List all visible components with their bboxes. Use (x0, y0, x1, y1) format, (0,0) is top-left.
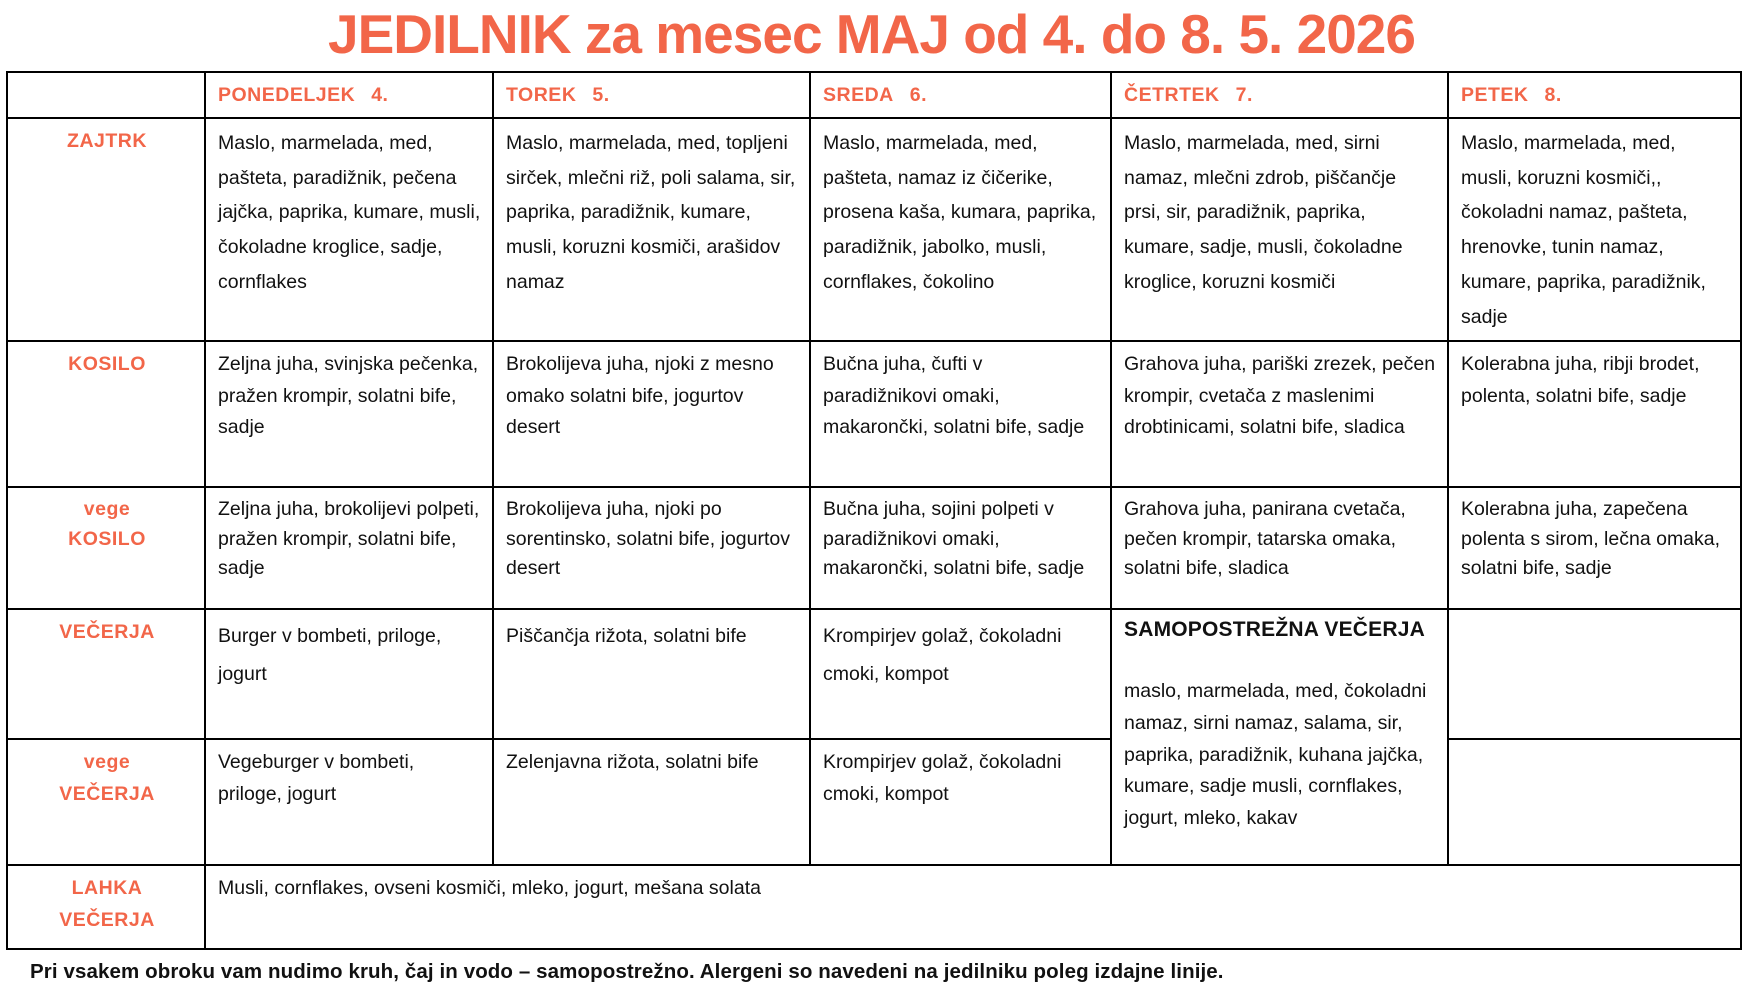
row-vecerja (7, 609, 1741, 739)
day-header-ponedeljek (205, 72, 493, 119)
cell-kosilo-petek: Kolerabna juha, ribji brodet, polenta, solatni bife, sadje (1448, 341, 1741, 487)
row-vege-vecerja (7, 739, 1741, 865)
row-label-kosilo: KOSILO (7, 341, 205, 487)
day-name: PONEDELJEK (218, 83, 356, 106)
row-label-line1: vege (83, 751, 131, 774)
day-name: PETEK (1461, 83, 1529, 106)
header-row (7, 72, 1741, 119)
day-date: 8. (1544, 83, 1562, 106)
cell-vege-kosilo-petek: Kolerabna juha, zapečena polenta s sirom, lečna omaka, solatni bife, sadje (1448, 487, 1741, 609)
day-header-sreda (810, 72, 1111, 119)
footer-note: Pri vsakem obroku vam nudimo kruh, čaj in vodo – samopostrežno. Alergeni so navedeni na jedilniku poleg izdajne linije. (30, 960, 1224, 984)
cell-zajtrk-torek: Maslo, marmelada, med, topljeni sirček, mlečni riž, poli salama, sir, paprika, paradižnik, kumare, musli, koruzni kosmiči, arašidov namaz (493, 118, 810, 341)
row-kosilo (7, 341, 1741, 487)
cell-vecerja-sreda: Krompirjev golaž, čokoladni cmoki, kompot (810, 609, 1111, 739)
cell-vege-kosilo-sreda: Bučna juha, sojini polpeti v paradižnikovi omaki, makarončki, solatni bife, sadje (810, 487, 1111, 609)
menu-page (0, 3, 1743, 984)
row-label-vecerja: VEČERJA (7, 609, 205, 739)
row-label-line2: VEČERJA (59, 782, 155, 805)
cell-vege-vecerja-sreda: Krompirjev golaž, čokoladni cmoki, kompot (810, 739, 1111, 865)
cell-vege-kosilo-cetrtek: Grahova juha, panirana cvetača, pečen krompir, tatarska omaka, solatni bife, sladica (1111, 487, 1448, 609)
cell-vege-vecerja-ponedeljek: Vegeburger v bombeti, priloge, jogurt (205, 739, 493, 865)
row-label-line1: vege (83, 498, 131, 521)
row-zajtrk (7, 118, 1741, 341)
samopostrezna-title: SAMOPOSTREŽNA VEČERJA (1124, 618, 1425, 642)
row-label-vege-vecerja (7, 739, 205, 865)
day-header-cetrtek (1111, 72, 1448, 119)
day-name: ČETRTEK (1124, 83, 1220, 106)
cell-zajtrk-ponedeljek: Maslo, marmelada, med, pašteta, paradižnik, pečena jajčka, paprika, kumare, musli, čokoladne kroglice, sadje, cornflakes (205, 118, 493, 341)
cell-samopostrezna-vecerja (1111, 609, 1448, 865)
row-label-line2: KOSILO (68, 527, 146, 550)
cell-vecerja-torek: Piščančja rižota, solatni bife (493, 609, 810, 739)
row-label-line1: LAHKA (71, 877, 143, 900)
cell-vecerja-ponedeljek: Burger v bombeti, priloge, jogurt (205, 609, 493, 739)
page-title: JEDILNIK za mesec MAJ od 4. do 8. 5. 2026 (328, 3, 1415, 65)
cell-kosilo-ponedeljek: Zeljna juha, svinjska pečenka, pražen krompir, solatni bife, sadje (205, 341, 493, 487)
cell-kosilo-cetrtek: Grahova juha, pariški zrezek, pečen krompir, cvetača z maslenimi drobtinicami, solatni bife, sladica (1111, 341, 1448, 487)
cell-zajtrk-cetrtek: Maslo, marmelada, med, sirni namaz, mlečni zdrob, piščančje prsi, sir, paradižnik, paprika, kumare, sadje, musli, čokoladne kroglice, koruzni kosmiči (1111, 118, 1448, 341)
samopostrezna-body: maslo, marmelada, med, čokoladni namaz, sirni namaz, salama, sir, paprika, paradižnik, kuhana jajčka, kumare, sadje musli, cornflakes, jogurt, mleko, kakav (1124, 680, 1427, 829)
row-label-vege-kosilo (7, 487, 205, 609)
cell-kosilo-torek: Brokolijeva juha, njoki z mesno omako solatni bife, jogurtov desert (493, 341, 810, 487)
cell-vege-vecerja-torek: Zelenjavna rižota, solatni bife (493, 739, 810, 865)
row-lahka-vecerja (7, 865, 1741, 949)
day-header-torek (493, 72, 810, 119)
row-label-lahka-vecerja (7, 865, 205, 949)
day-header-petek (1448, 72, 1741, 119)
day-date: 4. (371, 83, 389, 106)
cell-zajtrk-petek: Maslo, marmelada, med, musli, koruzni kosmiči,, čokoladni namaz, pašteta, hrenovke, tunin namaz, kumare, paprika, paradižnik, sadje (1448, 118, 1741, 341)
row-label-line2: VEČERJA (59, 908, 155, 931)
cell-kosilo-sreda: Bučna juha, čufti v paradižnikovi omaki, makarončki, solatni bife, sadje (810, 341, 1111, 487)
day-name: TOREK (506, 83, 577, 106)
row-vege-kosilo (7, 487, 1741, 609)
cell-vege-kosilo-torek: Brokolijeva juha, njoki po sorentinsko, solatni bife, jogurtov desert (493, 487, 810, 609)
menu-table (6, 71, 1742, 951)
corner-cell (7, 72, 205, 119)
day-date: 6. (909, 83, 928, 106)
cell-zajtrk-sreda: Maslo, marmelada, med, pašteta, namaz iz čičerike, prosena kaša, kumara, paprika, paradižnik, jabolko, musli, cornflakes, čokolino (810, 118, 1111, 341)
cell-vecerja-petek-empty (1448, 609, 1741, 739)
row-label-zajtrk: ZAJTRK (7, 118, 205, 341)
day-date: 5. (592, 83, 610, 106)
cell-vege-vecerja-petek-empty (1448, 739, 1741, 865)
cell-lahka-vecerja-all-days: Musli, cornflakes, ovseni kosmiči, mleko, jogurt, mešana solata (205, 865, 1741, 949)
day-date: 7. (1235, 83, 1253, 106)
cell-vege-kosilo-ponedeljek: Zeljna juha, brokolijevi polpeti, pražen krompir, solatni bife, sadje (205, 487, 493, 609)
day-name: SREDA (823, 83, 894, 106)
